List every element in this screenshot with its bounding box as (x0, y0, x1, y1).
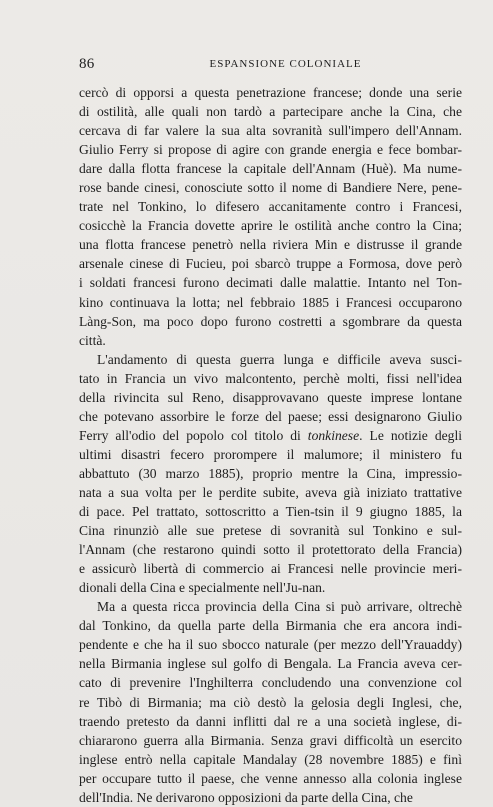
text-line: cercava di far valere la sua alta sovranità sull'impero dell'Annam. (79, 123, 462, 139)
text-line: e assicurò libertà di commercio ai Francesi nelle provincie meri- (79, 561, 462, 577)
text-line: nella Birmania inglese sul golfo di Bengala. La Francia aveva cer- (79, 656, 462, 672)
text-line: nata a sua volta per le perdite subite, aveva già iniziato trattative (79, 484, 462, 500)
text-line: che potevano assorbire le forze del paese; essi designarono Giulio (79, 408, 462, 424)
text-line: pendente e che ha il suo sbocco naturale (per mezzo dell'Yrauaddy) (79, 637, 462, 653)
text-line: re Tibò di Birmania; ma ciò destò la gelosia degli Inglesi, che, (79, 694, 462, 710)
text-line: dare dalla flotta francese la capitale dell'Annam (Huè). Ma nume- (79, 161, 462, 177)
text-line: dell'India. Ne derivarono opposizioni da parte della Cina, che (79, 789, 413, 805)
text-line: Ferry all'odio del popolo col titolo di tonkinese. Le notizie degli (79, 427, 463, 443)
text-line: per occupare tutto il paese, che venne annesso alla colonia inglese (79, 770, 462, 786)
text-line: di pace. Pel trattato, sottoscritto a Tien-tsin il 9 giugno 1885, la (79, 504, 462, 520)
text-line: chiararono guerra alla Birmania. Senza gravi difficoltà un esercito (79, 732, 462, 748)
paragraph (79, 350, 462, 598)
page-number: 86 (79, 56, 95, 72)
text-line: kino continuava la lotta; nel febbraio 1885 i Francesi occuparono (79, 294, 462, 310)
text-line: i soldati francesi furono decimati dalle malattie. Intanto nel Ton- (79, 275, 462, 291)
text-line: trate nel Tonkino, lo difesero accanitamente contro i Francesi, (79, 199, 462, 215)
text-line: Cina rinunziò alle sue pretese di sovranità sul Tonkino e sul- (79, 523, 462, 539)
text-line: dionali della Cina e specialmente nell'Ju-nan. (79, 580, 326, 596)
text-line: cercò di opporsi a questa penetrazione francese; donde una serie (79, 85, 462, 100)
text-line: inglese entrò nella capitale Mandalay (28 novembre 1885) e finì (79, 751, 462, 767)
text-line: di ostilità, alle quali non tardò a partecipare anche la Cina, che (79, 104, 462, 120)
text-line: l'Annam (che restarono quindi sotto il protettorato della Francia) (79, 542, 462, 558)
text-line: Giulio Ferry si propose di agire con grande energia e fece bombar- (79, 142, 462, 158)
text-line: L'andamento di questa guerra lunga e difficile aveva susci- (97, 351, 462, 367)
text-line: cosicchè la Francia dovette aprire le ostilità anche contro la Cina; (79, 218, 462, 234)
body-text (79, 83, 462, 807)
text-line: cato di prevenire l'Inghilterra concludendo una convenzione col (79, 675, 462, 691)
text-line: dal Tonkino, da quella parte della Birmania che era ancora indi- (79, 618, 462, 634)
paragraph (79, 83, 462, 350)
text-line: della rivincita sul Reno, disapprovavano queste imprese lontane (79, 389, 462, 405)
text-line: rose bande cinesi, conosciute sotto il nome di Bandiere Nere, pene- (79, 180, 462, 196)
text-line: traendo pretesto da danni inflitti dal re a una società inglese, di- (79, 713, 462, 729)
paragraph (79, 597, 462, 807)
text-line: arsenale cinese di Fucieu, poi sbarcò truppe a Formosa, dove però (79, 256, 462, 272)
running-head (79, 56, 462, 74)
text-line: tato in Francia un vivo malcontento, perchè molti, fissi nell'idea (79, 370, 462, 386)
text-line: città. (79, 332, 106, 348)
text-line: ultimi disastri fecero prorompere il malumore; il ministero fu (79, 446, 462, 462)
text-line: abbattuto (30 marzo 1885), proprio mentre la Cina, impressio- (79, 465, 462, 481)
chapter-title: ESPANSIONE COLONIALE (209, 58, 362, 70)
text-line: Làng-Son, ma poco dopo furono costretti a sgombrare da questa (79, 313, 462, 329)
text-line: Ma a questa ricca provincia della Cina si può arrivare, oltrechè (97, 599, 462, 615)
text-line: una flotta francese penetrò nella riviera Min e distrusse il grande (79, 237, 462, 253)
